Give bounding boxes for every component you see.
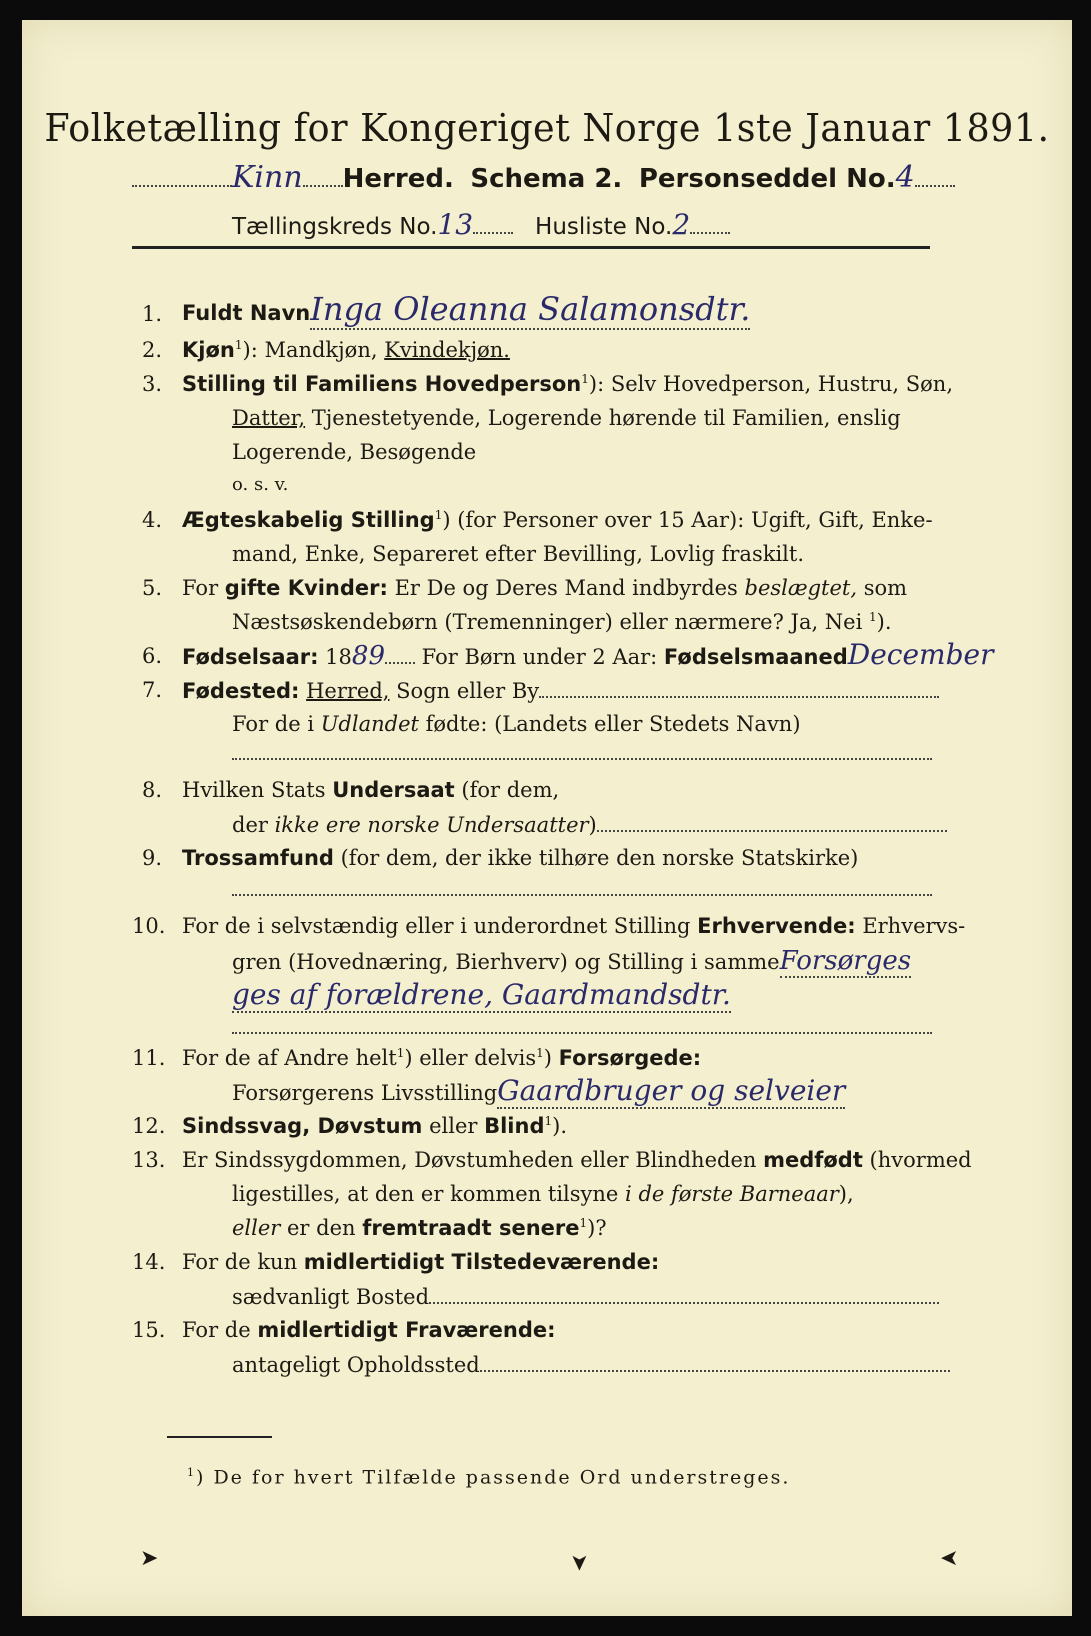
q13-line2 (232, 1182, 854, 1206)
q8-text1-b: (for dem, (454, 778, 560, 802)
q8-text2-italic: ikke ere norske Undersaatter (274, 813, 589, 837)
q9-label: Trossamfund (182, 846, 334, 870)
footnote-rule (167, 1436, 272, 1438)
q11-text1-c: ) (543, 1046, 559, 1070)
q3-text1: ): Selv Hovedperson, Hustru, Søn, (588, 372, 953, 396)
q14-text1-a: For de kun (182, 1250, 304, 1274)
q3-text2-underlined: Datter, (232, 406, 306, 430)
q13-text3-b: )? (587, 1216, 607, 1240)
q4-line1 (182, 508, 933, 532)
q10-answer1: Forsørges (779, 946, 912, 976)
taellingskreds-value: 13 (437, 208, 474, 241)
q5-text1-italic: beslægtet, (744, 576, 858, 600)
q7-text2-a: For de i (232, 712, 321, 736)
personseddel-value: 4 (895, 160, 915, 195)
q13-text2-b: ), (838, 1182, 854, 1206)
personseddel-label: Personseddel No. (638, 164, 896, 194)
herred-label: Herred. (342, 164, 454, 194)
q14-line2 (232, 1284, 939, 1309)
q6-label: Fødselsaar: (182, 645, 319, 669)
q10-line2 (232, 946, 911, 976)
q14-number: 14. (132, 1250, 166, 1274)
q13-text3-italic: eller (232, 1216, 281, 1240)
header-rule (132, 246, 930, 249)
q8-text2-b: ) (588, 813, 597, 837)
q3-sup: 1 (581, 372, 589, 386)
q9-text: (for dem, der ikke tilhøre den norske Statskirke) (333, 846, 859, 870)
q12-label: Sindssvag, Døvstum (182, 1114, 423, 1138)
q5-number: 5. (142, 576, 163, 600)
q11-sup2: 1 (536, 1046, 544, 1060)
q1-label: Fuldt Navn (182, 301, 311, 325)
q11-answer: Gaardbruger og selveier (497, 1074, 846, 1107)
q13-line3 (232, 1216, 607, 1240)
q7-number: 7. (142, 678, 163, 702)
q3-line2 (232, 406, 901, 430)
q15-label: midlertidigt Fraværende: (257, 1318, 556, 1342)
q1-number: 1. (142, 302, 163, 326)
q7-text-underlined: Herred, (306, 679, 390, 703)
q11-number: 11. (132, 1046, 166, 1070)
husliste-label: Husliste No. (535, 214, 673, 240)
q10-line1 (182, 914, 965, 938)
q12-number: 12. (132, 1114, 166, 1138)
q12-sup: 1 (544, 1114, 553, 1128)
q4-text1: ) (for Personer over 15 Aar): Ugift, Gift, Enke- (442, 508, 933, 532)
registration-mark-right-icon: ➤ (940, 1546, 959, 1571)
q15-line2 (232, 1352, 950, 1377)
q3-line1 (182, 372, 953, 396)
registration-mark-left-icon: ➤ (140, 1546, 159, 1571)
q11-line1 (182, 1046, 701, 1070)
q5-sup: 1 (869, 610, 877, 624)
q8-line2 (232, 812, 947, 837)
husliste-value: 2 (672, 208, 691, 241)
q11-text1: For de af Andre helt (182, 1046, 397, 1070)
q8-number: 8. (142, 778, 163, 802)
footnote-sup: 1 (187, 1466, 196, 1479)
q6-month-value: December (847, 638, 994, 671)
q15-line1 (182, 1318, 556, 1342)
q5-text1-b: Er De og Deres Mand indbyrdes (387, 576, 745, 600)
q5-line2 (232, 610, 892, 634)
q3-number: 3. (142, 372, 163, 396)
q9-answer-line (232, 876, 932, 896)
q8-text2-a: der (232, 813, 275, 837)
q6-text-mid: For Børn under 2 Aar: (415, 645, 664, 669)
q7-line2 (232, 712, 801, 736)
q7-text2-b: fødte: (Landets eller Stedets Navn) (418, 712, 801, 736)
q13-text2-italic: i de første Barneaar (625, 1182, 839, 1206)
q8-line1 (182, 778, 559, 802)
q7-line1 (182, 678, 939, 703)
q10-text2: gren (Hovednæring, Bierhverv) og Stilling i samme (232, 950, 780, 974)
q11-sup: 1 (396, 1046, 405, 1060)
q13-text3-a: er den (280, 1216, 363, 1240)
q11-text1-b: ) eller delvis (404, 1046, 537, 1070)
q7-text-a: Sogn eller By (389, 679, 540, 703)
q3-text4: o. s. v. (232, 474, 289, 495)
q10-label: Erhvervende: (697, 914, 856, 938)
q9-row (182, 846, 858, 870)
q8-label: Undersaat (332, 778, 455, 802)
q15-text2: antageligt Opholdssted (232, 1353, 480, 1377)
q4-label: Ægteskabelig Stilling (182, 508, 435, 532)
taellingskreds-line (232, 208, 730, 241)
q13-sup: 1 (579, 1216, 588, 1230)
q13-number: 13. (132, 1148, 166, 1172)
q5-text2-end: ). (876, 610, 892, 634)
q9-number: 9. (142, 846, 163, 870)
schema-label: Schema 2. (470, 164, 623, 194)
q11-line2 (232, 1074, 845, 1107)
census-form-sheet (22, 20, 1072, 1616)
q7-text2-italic: Udlandet (320, 712, 419, 736)
q4-sup: 1 (434, 508, 443, 522)
q4-number: 4. (142, 508, 163, 532)
q10-line3 (232, 978, 731, 1011)
q12-text: eller (422, 1114, 485, 1138)
q10-text1: For de i selvstændig eller i underordnet Stilling (182, 914, 698, 938)
q2-label: Kjøn (182, 338, 235, 362)
q8-text1-a: Hvilken Stats (182, 778, 333, 802)
q15-number: 15. (132, 1318, 166, 1342)
q13-label: medfødt (763, 1148, 863, 1172)
registration-mark-center-icon: ➤ (566, 1553, 592, 1572)
q5-text1-a: For (182, 576, 225, 600)
herred-line (132, 160, 955, 195)
q10-answer2: ges af forældrene, Gaardmandsdtr. (232, 978, 731, 1011)
q6-number: 6. (142, 644, 163, 668)
q6-row (182, 638, 993, 671)
q11-text2: Forsørgerens Livsstilling (232, 1081, 498, 1105)
q3-text2: Tjenestetyende, Logerende hørende til Familien, enslig (305, 406, 901, 430)
herred-value: Kinn (232, 160, 303, 195)
q2-text-a: ): Mandkjøn, (242, 338, 385, 362)
q13-text2-a: ligestilles, at den er kommen tilsyne (232, 1182, 626, 1206)
q13-text1-b: (hvormed (862, 1148, 972, 1172)
q1-answer: Inga Oleanna Salamonsdtr. (310, 290, 751, 328)
q10-number: 10. (132, 914, 166, 938)
q2-sup: 1 (234, 338, 243, 352)
q7-answer-line (232, 740, 932, 760)
q6-year-prefix: 18 (318, 645, 352, 669)
q3-label: Stilling til Familiens Hovedperson (182, 372, 582, 396)
q3-text3: Logerende, Besøgende (232, 440, 477, 464)
q5-text2: Næstsøskendebørn (Tremenninger) eller nærmere? Ja, Nei (232, 610, 870, 634)
q13-label2: fremtraadt senere (362, 1216, 580, 1240)
q12-label2: Blind (484, 1114, 545, 1138)
footnote (187, 1466, 790, 1488)
footnote-text: ) De for hvert Tilfælde passende Ord understreges. (196, 1466, 791, 1489)
q2-number: 2. (142, 338, 163, 362)
q6-label2: Fødselsmaaned (663, 645, 848, 669)
q13-text1-a: Er Sindssygdommen, Døvstumheden eller Blindheden (182, 1148, 764, 1172)
q14-label: midlertidigt Tilstedeværende: (303, 1250, 660, 1274)
q12-end: ). (552, 1114, 567, 1138)
q13-line1 (182, 1148, 972, 1172)
q2-text-b: Kvindekjøn. (384, 338, 510, 362)
q5-line1 (182, 576, 907, 600)
q14-line1 (182, 1250, 659, 1274)
q7-label: Fødested: (182, 679, 300, 703)
q4-text2: mand, Enke, Separeret efter Bevilling, Lovlig fraskilt. (232, 542, 805, 566)
q1-row (182, 290, 750, 328)
q6-year-value: 89 (351, 641, 385, 671)
form-title: Folketælling for Kongeriget Norge 1ste Januar 1891. (44, 106, 1050, 150)
q2-row (182, 338, 510, 362)
q10-answer-line (232, 1014, 932, 1034)
q12-row (182, 1114, 567, 1138)
q14-text2: sædvanligt Bosted (232, 1285, 430, 1309)
q5-label: gifte Kvinder: (224, 576, 388, 600)
taellingskreds-label: Tællingskreds No. (232, 214, 438, 240)
q10-text1-b: Erhvervs- (855, 914, 966, 938)
q15-text1-a: For de (182, 1318, 258, 1342)
q11-label: Forsørgede: (558, 1046, 702, 1070)
q5-text1-c: som (857, 576, 908, 600)
